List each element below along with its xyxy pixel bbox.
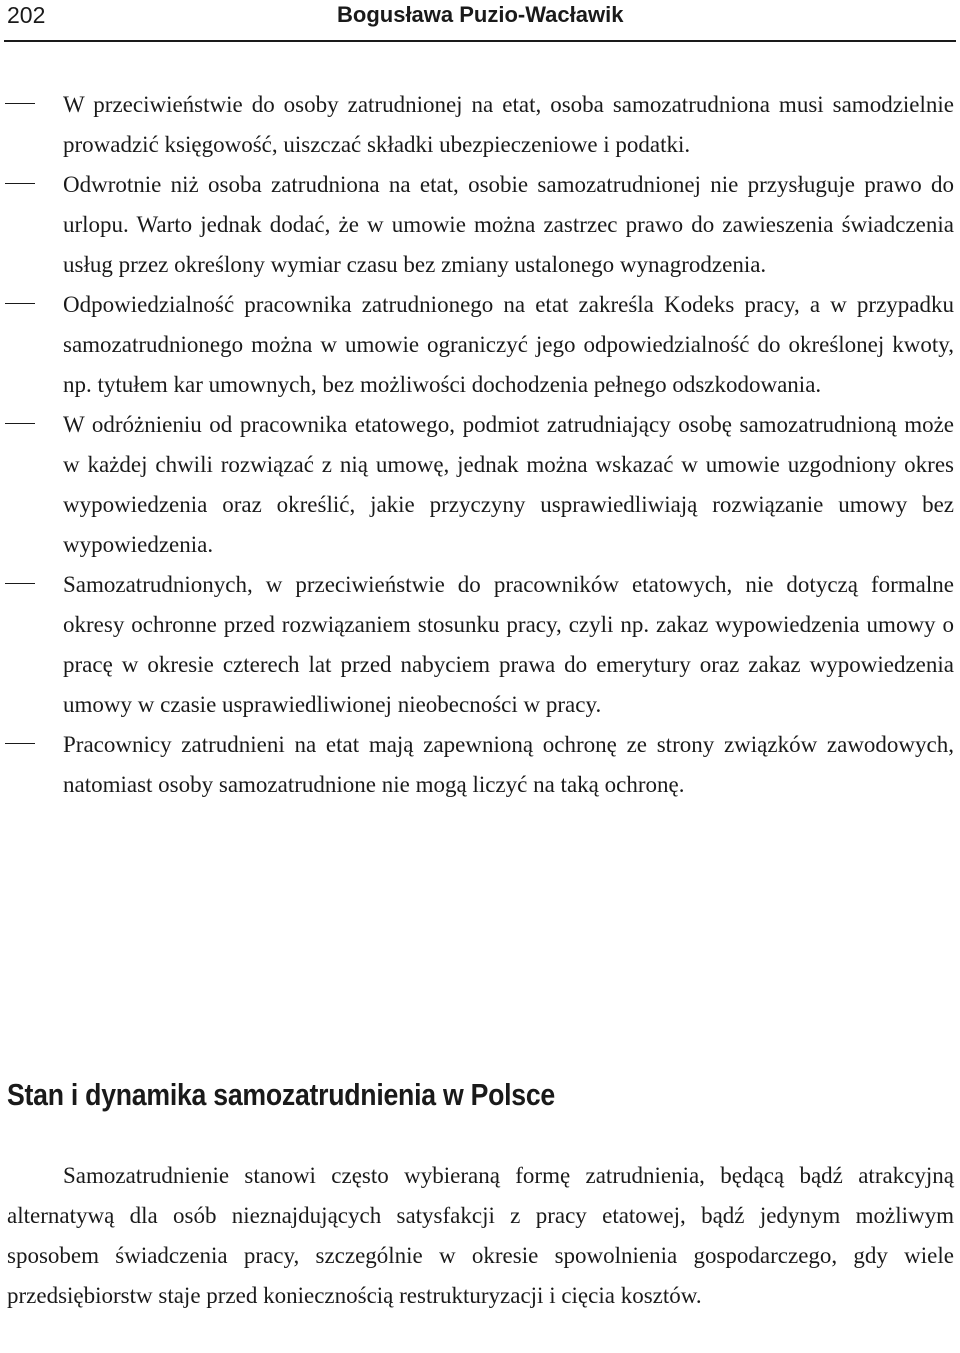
bullet-text: W przeciwieństwie do osoby zatrudnionej na etat, osoba samozatrudniona musi samodzielnie prowadzić księgowość, uiszczać składki ubezpieczeniowe i podatki. [63, 92, 954, 157]
dash-bullet-marker [5, 423, 35, 424]
dash-bullet-marker [5, 183, 35, 184]
comparison-bullet-list [0, 85, 960, 805]
bullet-item [0, 405, 960, 565]
bullet-item [0, 565, 960, 725]
dash-bullet-marker [5, 743, 35, 744]
bullet-item [0, 725, 960, 805]
page-number: 202 [7, 2, 46, 28]
page-header [0, 0, 960, 44]
bullet-text: Pracownicy zatrudnieni na etat mają zapewnioną ochronę ze strony związków zawodowych, natomiast osoby samozatrudnione nie mogą liczyć na taką ochronę. [63, 732, 954, 797]
dash-bullet-marker [5, 303, 35, 304]
running-head-author: Bogusława Puzio-Wacławik [337, 2, 624, 27]
bullet-item [0, 85, 960, 165]
header-rule [4, 40, 956, 42]
dash-bullet-marker [5, 103, 35, 104]
bullet-text: Odwrotnie niż osoba zatrudniona na etat, osobie samozatrudnionej nie przysługuje prawo do urlopu. Warto jednak dodać, że w umowie można zastrzec prawo do zawieszenia świadczenia usług przez określony wymiar czasu bez zmiany ustalonego wynagrodzenia. [63, 172, 954, 277]
bullet-text: Odpowiedzialność pracownika zatrudnionego na etat zakreśla Kodeks pracy, a w przypadku samozatrudnionego można w umowie ograniczyć jego odpowiedzialność do określonej kwoty, np. tytułem kar umownych, bez możliwości dochodzenia pełnego odszkodowania. [63, 292, 954, 397]
section-heading: Stan i dynamika samozatrudnienia w Polsce [7, 1077, 555, 1112]
bullet-text: W odróżnieniu od pracownika etatowego, podmiot zatrudniający osobę samozatrudnioną może w każdej chwili rozwiązać z nią umowę, jednak można wskazać w umowie uzgodniony okres wypowiedzenia oraz określić, jakie przyczyny usprawiedliwiają rozwiązanie umowy bez wypowiedzenia. [63, 412, 954, 557]
bullet-item [0, 165, 960, 285]
section-paragraph: Samozatrudnienie stanowi często wybieraną formę zatrudnienia, będącą bądź atrakcyjną alternatywą dla osób nieznajdujących satysfakcji z pracy etatowej, bądź jedynym możliwym sposobem świadczenia pracy, szczególnie w okresie spowolnienia gospodarczego, gdy wiele przedsiębiorstw staje przed koniecznością restrukturyzacji i cięcia kosztów. [7, 1163, 954, 1308]
bullet-text: Samozatrudnionych, w przeciwieństwie do pracowników etatowych, nie dotyczą formalne okresy ochronne przed rozwiązaniem stosunku pracy, czyli np. zakaz wypowiedzenia umowy o pracę w okresie czterech lat przed nabyciem prawa do emerytury oraz zakaz wypowiedzenia umowy w czasie usprawiedliwionej nieobecności w pracy. [63, 572, 954, 717]
bullet-item [0, 285, 960, 405]
dash-bullet-marker [5, 583, 35, 584]
